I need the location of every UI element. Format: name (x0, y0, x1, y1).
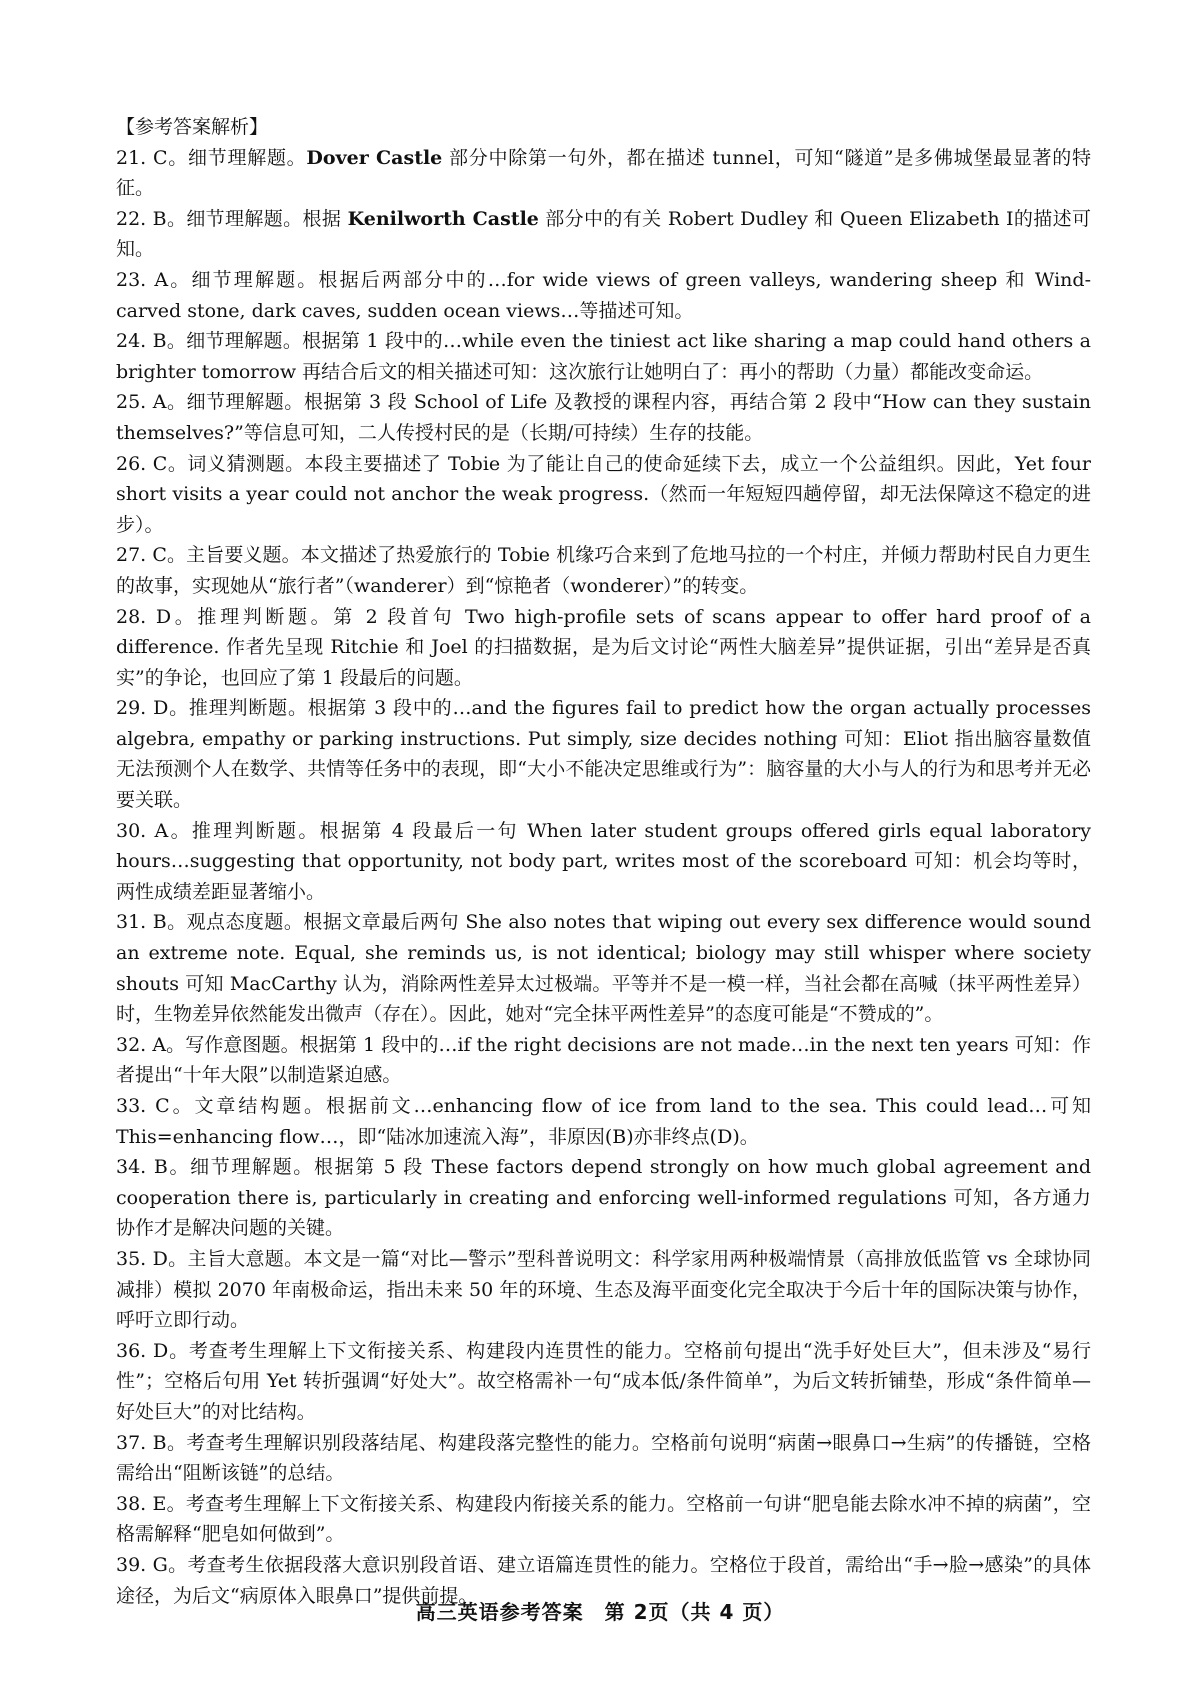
answer-text: 33. C。文章结构题。根据前文…enhancing flow of ice from land to the sea. This could lead…可知 This=enhancing flow…，即“陆冰加速流入海”，非原因(B)亦非终点(D)。 (116, 1095, 1091, 1148)
answer-item (116, 1152, 1091, 1244)
answer-text: 38. E。考查考生理解上下文衔接关系、构建段内衔接关系的能力。空格前一句讲“肥皂能去除水冲不掉的病菌”，空格需解释“肥皂如何做到”。 (116, 1492, 1091, 1546)
answer-text: 28. D。推理判断题。第 2 段首句 Two high-profile sets of scans appear to offer hard proof of a difference. 作者先呈现 Ritchie 和 Joel 的扫描数据，是为后文讨论“两性大脑差异”提供证据，引出“差异是否真实”的争论，也回应了第 1 段最后的问题。 (116, 605, 1091, 689)
answer-text: 24. B。细节理解题。根据第 1 段中的…while even the tiniest act like sharing a map could hand others a brighter tomorrow 再结合后文的相关描述可知：这次旅行让她明白了：再小的帮助（力量）都能改变命运。 (116, 330, 1091, 383)
answer-text: 29. D。推理判断题。根据第 3 段中的…and the figures fail to predict how the organ actually processes algebra, empathy or parking instructions. Put simply, size decides nothing 可知：Eliot 指出脑容量数值无法预测个人在数学、共情等任务中的表现，即“大小不能决定思维或行为”：脑容量的大小与人的行为和思考并无必要关联。 (116, 697, 1091, 812)
answer-item (116, 693, 1091, 815)
answer-item (116, 816, 1091, 908)
answer-item (116, 1489, 1091, 1550)
answer-text: 35. D。主旨大意题。本文是一篇“对比—警示”型科普说明文：科学家用两种极端情景（高排放低监管 vs 全球协同减排）模拟 2070 年南极命运，指出未来 50 年的环境、生态及海平面变化完全取决于今后十年的国际决策与协作，呼吁立即行动。 (116, 1247, 1091, 1332)
answer-item (116, 449, 1091, 541)
section-heading: 【参考答案解析】 (116, 116, 269, 138)
answer-item (116, 387, 1091, 448)
answer-item (116, 602, 1091, 694)
answer-text: 22. B。细节理解题。根据 (116, 207, 348, 230)
answer-text: 21. C。细节理解题。 (116, 146, 307, 169)
answer-list (116, 143, 1091, 1612)
answer-item (116, 1244, 1091, 1336)
answer-item (116, 1030, 1091, 1091)
answer-text: 37. B。考查考生理解识别段落结尾、构建段落完整性的能力。空格前句说明“病菌→眼鼻口→生病”的传播链，空格需给出“阻断该链”的总结。 (116, 1431, 1091, 1485)
answer-text: 23. A。细节理解题。根据后两部分中的…for wide views of green valleys, wandering sheep 和 Wind-carved stone, dark caves, sudden ocean views…等描述可知。 (116, 268, 1091, 322)
answer-text: 25. A。细节理解题。根据第 3 段 School of Life 及教授的课程内容，再结合第 2 段中“How can they sustain themselves?”等信息可知，二人传授村民的是（长期/可持续）生存的技能。 (116, 391, 1091, 444)
answer-text: 34. B。细节理解题。根据第 5 段 These factors depend strongly on how much global agreement and cooperation there is, particularly in creating and enforcing well-informed regulations 可知，各方通力协作才是解决问题的关键。 (116, 1156, 1091, 1240)
answer-item (116, 1428, 1091, 1489)
answer-item (116, 540, 1091, 601)
answer-text: 39. G。考查考生依据段落大意识别段首语、建立语篇连贯性的能力。空格位于段首，需给出“手→脸→感染”的具体途径，为后文“病原体入眼鼻口”提供前提。 (116, 1553, 1091, 1607)
answer-content (116, 112, 1091, 1611)
answer-item (116, 326, 1091, 387)
answer-text: 32. A。写作意图题。根据第 1 段中的…if the right decisions are not made…in the next ten years 可知：作者提出“十年大限”以制造紧迫感。 (116, 1033, 1091, 1087)
answer-text: 36. D。考查考生理解上下文衔接关系、构建段内连贯性的能力。空格前句提出“洗手好处巨大”，但未涉及“易行性”；空格后句用 Yet 转折强调“好处大”。故空格需补一句“成本低/条件简单”，为后文转折铺垫，形成“条件简单—好处巨大”的对比结构。 (116, 1339, 1091, 1423)
answer-bold-term: Dover Castle (306, 146, 443, 169)
answer-text: 30. A。推理判断题。根据第 4 段最后一句 When later student groups offered girls equal laboratory hours…suggesting that opportunity, not body part, writes most of the scoreboard 可知：机会均等时，两性成绩差距显著缩小。 (116, 819, 1091, 903)
page-footer: 高三英语参考答案 第 2页（共 4 页） (415, 1600, 785, 1624)
answer-text: 31. B。观点态度题。根据文章最后两句 She also notes that wiping out every sex difference would sound an extreme note. Equal, she reminds us, is not identical; biology may still whisper where society shouts 可知 MacCarthy 认为，消除两性差异太过极端。平等并不是一模一样，当社会都在高喊（抹平两性差异）时，生物差异依然能发出微声（存在）。因此，她对“完全抹平两性差异”的态度可能是“不赞成的”。 (116, 911, 1091, 1026)
answer-item (116, 204, 1091, 265)
answer-item (116, 265, 1091, 326)
answer-item (116, 143, 1091, 204)
answer-text: 部分中除第一句外，都在描述 tunnel，可知“隧道”是多佛城堡最显著的特征。 (116, 146, 1091, 200)
answer-item (116, 1336, 1091, 1428)
answer-item (116, 907, 1091, 1029)
answer-bold-term: Kenilworth Castle (347, 207, 539, 230)
answer-text: 部分中的有关 Robert Dudley 和 Queen Elizabeth Ⅰ的描述可知。 (116, 207, 1091, 261)
answer-item (116, 1091, 1091, 1152)
answer-text: 27. C。主旨要义题。本文描述了热爱旅行的 Tobie 机缘巧合来到了危地马拉的一个村庄，并倾力帮助村民自力更生的故事，实现她从“旅行者”（wanderer）到“惊艳者（wonderer）”的转变。 (116, 544, 1091, 597)
answer-text: 26. C。词义猜测题。本段主要描述了 Tobie 为了能让自己的使命延续下去，成立一个公益组织。因此，Yet four short visits a year could not anchor the weak progress.（然而一年短短四趟停留，却无法保障这不稳定的进步）。 (116, 452, 1091, 536)
